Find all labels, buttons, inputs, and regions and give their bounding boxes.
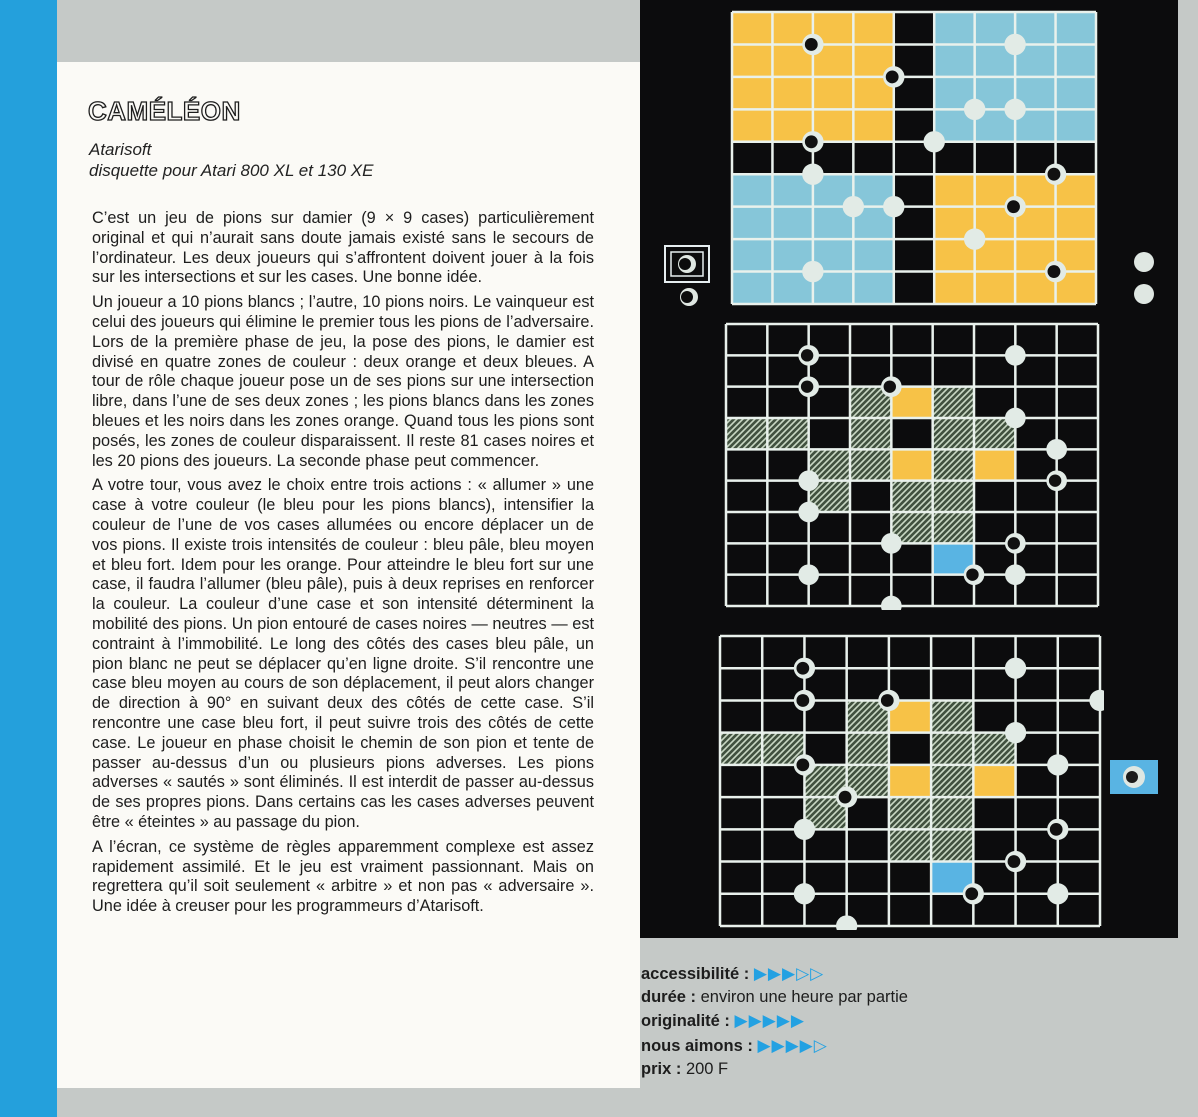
board-cell-hatch — [931, 733, 973, 765]
rating-arrows — [754, 964, 824, 983]
black-piece-core — [1050, 823, 1063, 836]
paragraph: A l’écran, ce système de règles apparemment complexe est assez rapidement assimilé. Et le jeu est vraiment passionnant. Mais on regrettera qu’il soit seulement « arbitre » et non pas « adversaire ». Une idée à creuser pour les programmeurs d’Atarisoft. — [92, 837, 594, 916]
arrow-filled-icon: ▶ — [734, 1011, 749, 1031]
board-cell-orange — [973, 765, 1015, 797]
arrow-filled-icon: ▶ — [790, 1011, 805, 1031]
arrow-filled-icon: ▶ — [771, 1035, 786, 1055]
white-piece — [798, 470, 819, 491]
white-piece — [794, 819, 815, 840]
black-piece-core — [1048, 265, 1061, 278]
black-piece-core — [801, 380, 813, 392]
board-cell-hatch — [933, 512, 974, 543]
board-screen-2 — [722, 320, 1102, 610]
white-piece — [1004, 99, 1025, 120]
white-piece — [1047, 754, 1068, 775]
arrow-filled-icon: ▶ — [776, 1011, 791, 1031]
black-piece-core — [1007, 200, 1020, 213]
black-piece-core — [966, 568, 978, 580]
white-piece — [881, 533, 902, 554]
board-cell-orange — [974, 449, 1015, 480]
arrow-filled-icon: ▶ — [785, 1035, 800, 1055]
arrow-filled-icon: ▶ — [748, 1011, 763, 1031]
rating-arrows — [757, 1036, 827, 1055]
white-piece — [798, 502, 819, 523]
publisher: Atarisoft — [89, 140, 152, 159]
black-piece-core — [1048, 168, 1061, 181]
arrow-filled-icon: ▶ — [757, 1035, 772, 1055]
rating-label: prix : — [641, 1059, 682, 1078]
white-piece — [1005, 658, 1026, 679]
rating-value: 200 F — [685, 1059, 729, 1078]
board-cell-hatch — [850, 449, 891, 480]
rating-accessibilite — [641, 962, 908, 986]
board-cell-hatch — [933, 418, 974, 449]
platform: disquette pour Atari 800 XL et 130 XE — [89, 161, 374, 180]
article-body — [92, 209, 594, 922]
black-piece-core — [1008, 855, 1021, 868]
board-cell-hatch — [931, 829, 973, 861]
arrow-filled-icon: ▶ — [762, 1011, 777, 1031]
rating-nous-aimons — [641, 1034, 908, 1058]
blue-margin-band — [0, 0, 57, 1117]
arrow-filled-icon: ▶ — [799, 1035, 814, 1055]
black-piece-core — [881, 694, 894, 707]
black-piece-core — [965, 887, 978, 900]
selected-cell-indicator-icon — [1110, 758, 1160, 796]
white-piece — [964, 99, 985, 120]
white-piece — [924, 131, 945, 152]
white-piece — [1005, 722, 1026, 743]
black-piece-core — [1049, 474, 1061, 486]
white-piece — [802, 261, 823, 282]
rating-box — [641, 962, 908, 1081]
board-cell-hatch — [850, 418, 891, 449]
black-piece-core — [796, 694, 809, 707]
white-piece — [802, 164, 823, 185]
white-piece — [1005, 345, 1026, 366]
rating-label: nous aimons : — [641, 1036, 753, 1055]
board-cell-hatch — [889, 829, 931, 861]
rating-label: durée : — [641, 988, 697, 1007]
paragraph: C’est un jeu de pions sur damier (9 × 9 cases) particulièrement original et qui n’aurait sans doute jamais existé sans le secours de l’ordinateur. Les deux joueurs qui s’affrontent doivent jouer à la fois sur les intersections et sur les cases. Une bonne idée. — [92, 209, 594, 287]
board-cell-hatch — [767, 418, 808, 449]
white-piece — [1004, 34, 1025, 55]
board-cell-hatch — [726, 418, 767, 449]
board-cell-hatch — [933, 387, 974, 418]
board-screen-3 — [716, 632, 1104, 930]
screenshot-photo — [640, 0, 1178, 938]
board-grid — [716, 632, 1104, 930]
board-cell-orange — [889, 765, 931, 797]
arrow-empty-icon: ▷ — [796, 964, 811, 983]
arrow-filled-icon: ▶ — [781, 964, 797, 983]
arrow-empty-icon: ▷ — [810, 964, 825, 983]
white-piece — [794, 883, 815, 904]
paragraph: Un joueur a 10 pions blancs ; l’autre, 10 pions noirs. Le vainqueur est celui des joueurs qui élimine le premier tous les pions de l’adversaire. Lors de la première phase de jeu, la pose des pions, le damier est divisé en quatre zones de couleur : deux orange et deux bleues. A tour de rôle chaque joueur pose un de ses pions sur une intersection libre, dans l’une de ses deux zones ; les pions blancs dans les zones bleues et les noirs dans les zones orange. Quand tous les pions sont posés, les zones de couleur disparaissent. Il reste 81 cases noires et les 20 pions des joueurs. La seconde phase peut commencer. — [92, 293, 594, 470]
remaining-pieces-icon — [1124, 246, 1164, 316]
black-piece-core — [886, 70, 899, 83]
black-piece-core — [796, 662, 809, 675]
black-piece-core — [796, 759, 809, 772]
arrow-filled-icon: ▶ — [753, 964, 768, 983]
black-piece-core — [805, 38, 818, 51]
black-piece-core — [884, 380, 896, 392]
rating-originalite — [641, 1009, 908, 1033]
black-piece-core — [839, 791, 852, 804]
rating-duree — [641, 986, 908, 1009]
white-piece — [843, 196, 864, 217]
black-piece-core — [801, 349, 813, 361]
board-screen-1 — [728, 8, 1100, 308]
board-grid — [722, 320, 1102, 610]
white-piece — [1046, 439, 1067, 460]
white-piece — [883, 196, 904, 217]
arrow-filled-icon: ▶ — [767, 964, 782, 983]
rating-arrows — [735, 1011, 805, 1030]
rating-label: originalité : — [641, 1012, 730, 1031]
board-cell-hatch — [931, 700, 973, 732]
black-piece-core — [1008, 537, 1020, 549]
rating-value: environ une heure par partie — [700, 988, 908, 1007]
board-grid — [728, 8, 1100, 308]
board-cell-hatch — [847, 733, 889, 765]
black-piece-core — [805, 135, 818, 148]
turn-indicator-icon — [662, 240, 718, 315]
board-cell-hatch — [931, 797, 973, 829]
white-piece — [964, 228, 985, 249]
white-piece — [1047, 883, 1068, 904]
article-title: CAMÉLÉON — [88, 96, 241, 126]
arrow-empty-icon: ▷ — [813, 1035, 828, 1055]
board-cell-hatch — [720, 733, 762, 765]
paragraph: A votre tour, vous avez le choix entre trois actions : « allumer » une case à votre couleur (le bleu pour les pions blancs), intensifier la couleur de l’une de vos cases allumées ou encore déplacer un de vos pions. Il existe trois intensités de couleur : bleu pâle, bleu moyen et bleu fort. Idem pour les orange. Pour atteindre le bleu fort sur une case, il faudra l’allumer (bleu pâle), puis à deux reprises en renforcer la couleur. La couleur d’une case et son intensité déterminent la mobilité des pions. Un pion entouré de cases noires — neutres — est contraint à l’immobilité. Le long des côtés des cases bleu pâle, un pion blanc ne peut se déplacer qu’en ligne droite. S’il rencontre une case bleu moyen au cours de son déplacement, il peut alors changer de direction à 90° en suivant deux des côtés de cette case. S’il rencontre une case bleu fort, il peut suivre trois des côtés de cette case. Le joueur en phase choisit le chemin de son pion et tente de passer au-dessus d’un ou plusieurs pions adverses. Les pions adverses « sautés » sont éliminés. Il est interdit de passer au-dessus de ses propres pions. Dans certains cas les cases adverses peuvent être « éteintes » au passage du pion. — [92, 476, 594, 831]
rating-label: accessibilité : — [641, 965, 750, 983]
rating-prix — [641, 1058, 908, 1081]
board-cell-hatch — [933, 481, 974, 512]
white-piece — [798, 564, 819, 585]
board-cell-hatch — [891, 481, 932, 512]
white-piece — [1005, 564, 1026, 585]
board-cell-orange — [891, 449, 932, 480]
board-cell-hatch — [933, 449, 974, 480]
white-piece — [1005, 408, 1026, 429]
board-cell-hatch — [889, 797, 931, 829]
board-cell-hatch — [931, 765, 973, 797]
